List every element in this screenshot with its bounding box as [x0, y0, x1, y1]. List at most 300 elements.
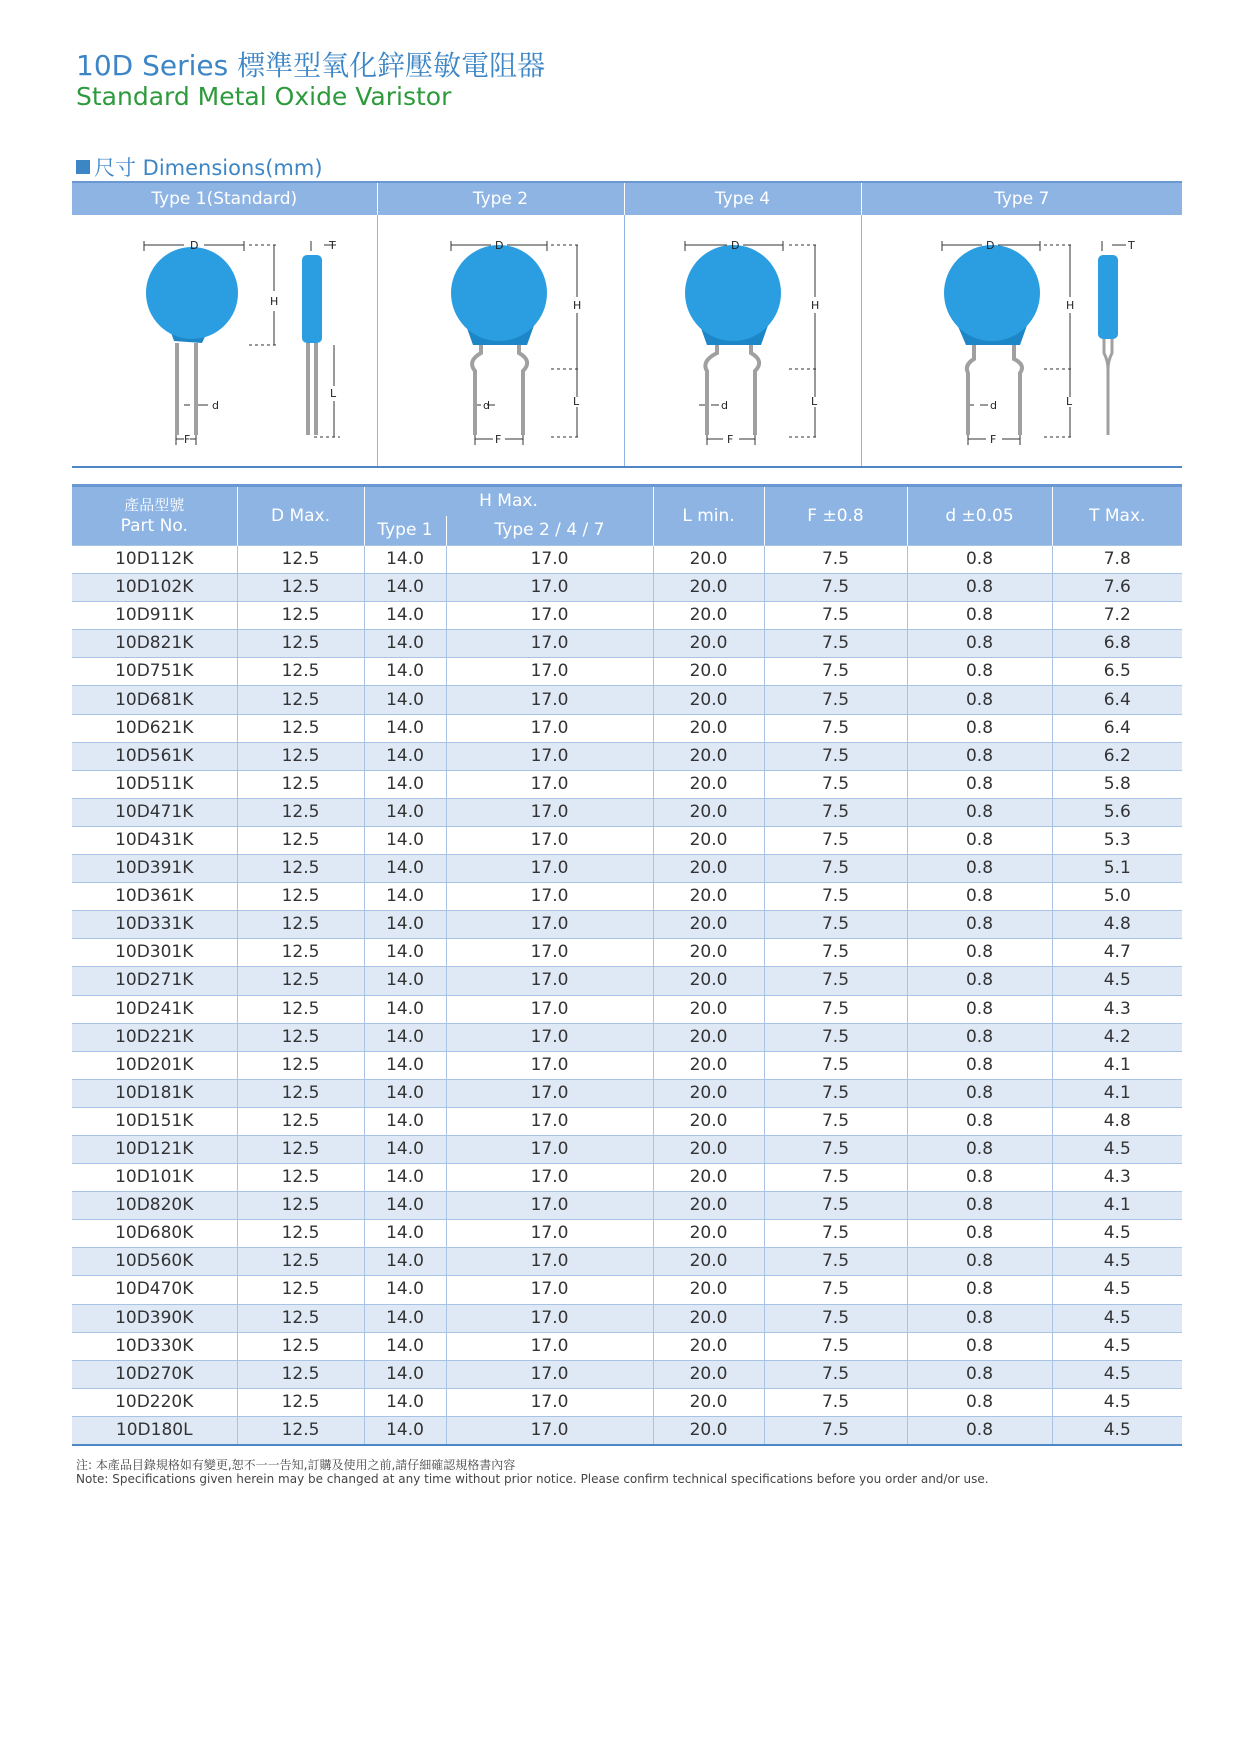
l-min-cell: 20.0: [653, 1192, 764, 1220]
f-cell: 7.5: [764, 1079, 907, 1107]
l-min-cell: 20.0: [653, 1164, 764, 1192]
l-min-cell: 20.0: [653, 686, 764, 714]
label-d: d: [720, 398, 728, 412]
lead-d-header: d ±0.05: [907, 486, 1052, 546]
l-min-cell: 20.0: [653, 1276, 764, 1304]
h-type1-cell: 14.0: [364, 967, 446, 995]
lead-d-cell: 0.8: [907, 1220, 1052, 1248]
t-max-cell: 4.3: [1052, 995, 1182, 1023]
f-cell: 7.5: [764, 658, 907, 686]
f-cell: 7.5: [764, 546, 907, 574]
table-row: [72, 714, 1182, 742]
lead-left: [705, 343, 717, 435]
h-type1-cell: 14.0: [364, 1079, 446, 1107]
h-type1-cell: 14.0: [364, 630, 446, 658]
t-max-cell: 4.5: [1052, 1220, 1182, 1248]
lead-d-cell: 0.8: [907, 1079, 1052, 1107]
h-type247-cell: 17.0: [446, 1023, 653, 1051]
l-min-cell: 20.0: [653, 883, 764, 911]
label-H: H: [810, 298, 819, 312]
lead-d-cell: 0.8: [907, 714, 1052, 742]
h-type1-cell: 14.0: [364, 1023, 446, 1051]
part-no-cell: 10D241K: [72, 995, 237, 1023]
f-cell: 7.5: [764, 714, 907, 742]
f-cell: 7.5: [764, 911, 907, 939]
l-min-cell: 20.0: [653, 967, 764, 995]
label-H: H: [270, 294, 279, 308]
label-d: d: [989, 398, 997, 412]
h-type247-cell: 17.0: [446, 574, 653, 602]
table-row: [72, 602, 1182, 630]
l-min-cell: 20.0: [653, 742, 764, 770]
t-max-cell: 4.5: [1052, 1248, 1182, 1276]
lead-d-cell: 0.8: [907, 574, 1052, 602]
part-no-cell: 10D911K: [72, 602, 237, 630]
h-type247-cell: 17.0: [446, 1276, 653, 1304]
lead-d-cell: 0.8: [907, 546, 1052, 574]
h-type247-cell: 17.0: [446, 826, 653, 854]
d-max-cell: 12.5: [237, 1023, 364, 1051]
label-D: D: [730, 238, 739, 252]
h-type1-cell: 14.0: [364, 826, 446, 854]
d-max-cell: 12.5: [237, 1164, 364, 1192]
f-cell: 7.5: [764, 1164, 907, 1192]
h-type1-cell: 14.0: [364, 770, 446, 798]
h-type1-cell: 14.0: [364, 1276, 446, 1304]
h-type247-cell: 17.0: [446, 855, 653, 883]
table-row: [72, 798, 1182, 826]
h-type1-cell: 14.0: [364, 1388, 446, 1416]
t-max-cell: 4.5: [1052, 1276, 1182, 1304]
table-row: [72, 967, 1182, 995]
d-max-cell: 12.5: [237, 939, 364, 967]
lead-d-cell: 0.8: [907, 883, 1052, 911]
table-row: [72, 1388, 1182, 1416]
l-min-cell: 20.0: [653, 1079, 764, 1107]
t-max-cell: 5.8: [1052, 770, 1182, 798]
part-no-cell: 10D221K: [72, 1023, 237, 1051]
part-no-cell: 10D751K: [72, 658, 237, 686]
t-max-cell: 5.0: [1052, 883, 1182, 911]
f-cell: 7.5: [764, 1304, 907, 1332]
lead-right: [519, 343, 527, 435]
part-no-cell: 10D681K: [72, 686, 237, 714]
footer-note: [76, 1458, 989, 1486]
f-cell: 7.5: [764, 602, 907, 630]
h-type1-cell: 14.0: [364, 1051, 446, 1079]
part-no-cell: 10D180L: [72, 1416, 237, 1445]
table-row: [72, 1023, 1182, 1051]
h-type247-cell: 17.0: [446, 602, 653, 630]
lead-d-cell: 0.8: [907, 1164, 1052, 1192]
table-row: [72, 770, 1182, 798]
f-cell: 7.5: [764, 995, 907, 1023]
d-max-cell: 12.5: [237, 1304, 364, 1332]
l-min-cell: 20.0: [653, 1220, 764, 1248]
h-type1-header: Type 1: [364, 516, 446, 546]
part-no-cell: 10D431K: [72, 826, 237, 854]
l-min-cell: 20.0: [653, 826, 764, 854]
t-max-cell: 6.4: [1052, 686, 1182, 714]
lead-d-cell: 0.8: [907, 686, 1052, 714]
lead-d-cell: 0.8: [907, 1360, 1052, 1388]
type-7-diagram-cell: [861, 215, 1182, 467]
part-no-cell: 10D621K: [72, 714, 237, 742]
table-row: [72, 546, 1182, 574]
table-row: [72, 1107, 1182, 1135]
part-no-cell: 10D391K: [72, 855, 237, 883]
f-cell: 7.5: [764, 1192, 907, 1220]
label-H: H: [1065, 298, 1075, 312]
d-max-cell: 12.5: [237, 798, 364, 826]
d-max-cell: 12.5: [237, 658, 364, 686]
type-4-header: Type 4: [624, 182, 861, 215]
t-max-cell: 6.2: [1052, 742, 1182, 770]
t-max-cell: 4.2: [1052, 1023, 1182, 1051]
part-no-cell: 10D331K: [72, 911, 237, 939]
d-max-cell: 12.5: [237, 1079, 364, 1107]
l-min-cell: 20.0: [653, 798, 764, 826]
d-max-cell: 12.5: [237, 742, 364, 770]
type-2-diagram-cell: [377, 215, 624, 467]
h-type1-cell: 14.0: [364, 939, 446, 967]
lead-d-cell: 0.8: [907, 911, 1052, 939]
part-no-cell: 10D470K: [72, 1276, 237, 1304]
l-min-cell: 20.0: [653, 1023, 764, 1051]
table-row: [72, 995, 1182, 1023]
l-min-cell: 20.0: [653, 1388, 764, 1416]
lead-d-cell: 0.8: [907, 1304, 1052, 1332]
label-L: L: [810, 394, 817, 408]
h-type247-cell: 17.0: [446, 1164, 653, 1192]
lead-d-cell: 0.8: [907, 602, 1052, 630]
label-H: H: [572, 298, 581, 312]
lead-d-cell: 0.8: [907, 1416, 1052, 1445]
l-min-cell: 20.0: [653, 1332, 764, 1360]
part-no-cell: 10D220K: [72, 1388, 237, 1416]
d-max-header: D Max.: [237, 486, 364, 546]
lead-d-cell: 0.8: [907, 1332, 1052, 1360]
part-no-cell: 10D101K: [72, 1164, 237, 1192]
table-row: [72, 742, 1182, 770]
square-bullet-icon: [76, 160, 90, 174]
d-max-cell: 12.5: [237, 770, 364, 798]
f-cell: 7.5: [764, 855, 907, 883]
d-max-cell: 12.5: [237, 1107, 364, 1135]
label-d: d: [212, 398, 220, 412]
part-no-cell: 10D271K: [72, 967, 237, 995]
f-cell: 7.5: [764, 1220, 907, 1248]
h-type247-cell: 17.0: [446, 939, 653, 967]
h-type1-cell: 14.0: [364, 1135, 446, 1163]
label-F: F: [494, 432, 501, 446]
d-max-cell: 12.5: [237, 1051, 364, 1079]
lead-left: [472, 343, 481, 435]
d-max-cell: 12.5: [237, 826, 364, 854]
label-d: d: [482, 398, 490, 412]
t-max-cell: 7.6: [1052, 574, 1182, 602]
table-row: [72, 1192, 1182, 1220]
d-max-cell: 12.5: [237, 1360, 364, 1388]
footer-note-cn: 注: 本產品目錄規格如有變更,恕不一一告知,訂購及使用之前,請仔細確認規格書內容: [76, 1458, 516, 1472]
part-no-cell: 10D821K: [72, 630, 237, 658]
table-row: [72, 1332, 1182, 1360]
table-row: [72, 1360, 1182, 1388]
footer-note-en: Note: Specifications given herein may be changed at any time without prior notice. Please confirm technical specifications before you order and/or use.: [76, 1472, 989, 1486]
t-max-cell: 4.5: [1052, 967, 1182, 995]
f-cell: 7.5: [764, 1332, 907, 1360]
lead-d-cell: 0.8: [907, 1051, 1052, 1079]
part-no-header: [72, 486, 237, 546]
label-D: D: [494, 238, 503, 252]
type-7-diagram: [902, 221, 1142, 461]
f-cell: 7.5: [764, 1107, 907, 1135]
lead-d-cell: 0.8: [907, 1107, 1052, 1135]
lead-d-cell: 0.8: [907, 855, 1052, 883]
h-type247-cell: 17.0: [446, 1388, 653, 1416]
l-min-cell: 20.0: [653, 574, 764, 602]
type-1-diagram: [104, 221, 344, 461]
part-no-cell: 10D270K: [72, 1360, 237, 1388]
l-min-cell: 20.0: [653, 855, 764, 883]
lead-d-cell: 0.8: [907, 1192, 1052, 1220]
section-heading: [76, 152, 323, 182]
h-type247-cell: 17.0: [446, 1416, 653, 1445]
section-title: 尺寸 Dimensions(mm): [94, 156, 323, 180]
h-type247-cell: 17.0: [446, 798, 653, 826]
d-max-cell: 12.5: [237, 911, 364, 939]
l-min-cell: 20.0: [653, 1360, 764, 1388]
l-min-cell: 20.0: [653, 1248, 764, 1276]
part-no-cell: 10D301K: [72, 939, 237, 967]
d-max-cell: 12.5: [237, 1220, 364, 1248]
varistor-side-view: [302, 255, 322, 343]
f-cell: 7.5: [764, 574, 907, 602]
t-max-cell: 6.5: [1052, 658, 1182, 686]
d-max-cell: 12.5: [237, 1332, 364, 1360]
type-4-diagram: [643, 221, 843, 461]
d-max-cell: 12.5: [237, 1248, 364, 1276]
part-no-cell: 10D102K: [72, 574, 237, 602]
page-title: 10D Series 標準型氧化鋅壓敏電阻器: [76, 49, 546, 82]
varistor-disc: [944, 245, 1040, 341]
table-row: [72, 826, 1182, 854]
h-type247-cell: 17.0: [446, 686, 653, 714]
part-no-cell: 10D121K: [72, 1135, 237, 1163]
table-row: [72, 1135, 1182, 1163]
d-max-cell: 12.5: [237, 883, 364, 911]
d-max-cell: 12.5: [237, 967, 364, 995]
t-max-cell: 4.5: [1052, 1332, 1182, 1360]
varistor-disc: [451, 245, 547, 341]
h-type247-cell: 17.0: [446, 1220, 653, 1248]
type-diagrams-table: [72, 181, 1182, 468]
h-type1-cell: 14.0: [364, 1220, 446, 1248]
part-no-cell: 10D820K: [72, 1192, 237, 1220]
lead-d-cell: 0.8: [907, 1248, 1052, 1276]
f-cell: 7.5: [764, 826, 907, 854]
lead-right: [1014, 343, 1022, 435]
h-max-header: H Max.: [364, 486, 653, 516]
l-min-cell: 20.0: [653, 770, 764, 798]
h-type1-cell: 14.0: [364, 686, 446, 714]
l-min-cell: 20.0: [653, 546, 764, 574]
table-row: [72, 1304, 1182, 1332]
part-no-cell: 10D561K: [72, 742, 237, 770]
lead-d-cell: 0.8: [907, 630, 1052, 658]
f-cell: 7.5: [764, 883, 907, 911]
t-max-cell: 5.1: [1052, 855, 1182, 883]
t-max-cell: 7.2: [1052, 602, 1182, 630]
f-cell: 7.5: [764, 1051, 907, 1079]
d-max-cell: 12.5: [237, 1135, 364, 1163]
t-max-cell: 5.6: [1052, 798, 1182, 826]
t-max-header: T Max.: [1052, 486, 1182, 546]
h-type1-cell: 14.0: [364, 658, 446, 686]
h-type1-cell: 14.0: [364, 574, 446, 602]
h-type1-cell: 14.0: [364, 1416, 446, 1445]
lead-d-cell: 0.8: [907, 770, 1052, 798]
h-type1-cell: 14.0: [364, 714, 446, 742]
part-no-cell: 10D511K: [72, 770, 237, 798]
part-no-cell: 10D181K: [72, 1079, 237, 1107]
f-cell: 7.5: [764, 939, 907, 967]
h-type247-cell: 17.0: [446, 546, 653, 574]
f-cell: 7.5: [764, 1416, 907, 1445]
label-D: D: [985, 238, 995, 252]
t-max-cell: 4.5: [1052, 1135, 1182, 1163]
h-type1-cell: 14.0: [364, 995, 446, 1023]
part-no-cell: 10D471K: [72, 798, 237, 826]
type-1-header: Type 1(Standard): [72, 182, 377, 215]
l-min-cell: 20.0: [653, 658, 764, 686]
page-subtitle: Standard Metal Oxide Varistor: [76, 82, 452, 111]
h-type1-cell: 14.0: [364, 1360, 446, 1388]
varistor-disc: [685, 245, 781, 341]
t-max-cell: 5.3: [1052, 826, 1182, 854]
varistor-side-view: [1098, 255, 1118, 339]
label-T: T: [1127, 238, 1135, 252]
t-max-cell: 4.5: [1052, 1416, 1182, 1445]
t-max-cell: 4.5: [1052, 1304, 1182, 1332]
t-max-cell: 4.5: [1052, 1388, 1182, 1416]
table-row: [72, 1248, 1182, 1276]
d-max-cell: 12.5: [237, 1276, 364, 1304]
f-cell: 7.5: [764, 1135, 907, 1163]
d-max-cell: 12.5: [237, 1388, 364, 1416]
f-cell: 7.5: [764, 686, 907, 714]
table-row: [72, 939, 1182, 967]
t-max-cell: 4.8: [1052, 1107, 1182, 1135]
h-type1-cell: 14.0: [364, 798, 446, 826]
lead-d-cell: 0.8: [907, 1135, 1052, 1163]
t-max-cell: 4.8: [1052, 911, 1182, 939]
label-T: T: [329, 238, 336, 252]
f-cell: 7.5: [764, 742, 907, 770]
part-no-cell: 10D680K: [72, 1220, 237, 1248]
dimensions-table-body: [72, 546, 1182, 1446]
lead-d-cell: 0.8: [907, 1276, 1052, 1304]
h-type1-cell: 14.0: [364, 1107, 446, 1135]
f-cell: 7.5: [764, 1360, 907, 1388]
f-header: F ±0.8: [764, 486, 907, 546]
h-type247-cell: 17.0: [446, 1248, 653, 1276]
h-type247-cell: 17.0: [446, 1192, 653, 1220]
table-row: [72, 1164, 1182, 1192]
part-no-cell: 10D201K: [72, 1051, 237, 1079]
d-max-cell: 12.5: [237, 574, 364, 602]
f-cell: 7.5: [764, 798, 907, 826]
h-type247-cell: 17.0: [446, 1135, 653, 1163]
h-type247-cell: 17.0: [446, 911, 653, 939]
h-type1-cell: 14.0: [364, 1332, 446, 1360]
label-L: L: [1065, 394, 1072, 408]
d-max-cell: 12.5: [237, 686, 364, 714]
h-type247-cell: 17.0: [446, 883, 653, 911]
l-min-cell: 20.0: [653, 995, 764, 1023]
type-4-diagram-cell: [624, 215, 861, 467]
l-min-header: L min.: [653, 486, 764, 546]
type-1-diagram-cell: [72, 215, 377, 467]
l-min-cell: 20.0: [653, 630, 764, 658]
table-row: [72, 855, 1182, 883]
label-L: L: [572, 394, 579, 408]
part-no-header-cn: 產品型號: [124, 496, 185, 514]
h-type247-cell: 17.0: [446, 1079, 653, 1107]
h-type1-cell: 14.0: [364, 911, 446, 939]
f-cell: 7.5: [764, 1276, 907, 1304]
h-type247-cell: 17.0: [446, 770, 653, 798]
h-type247-cell: 17.0: [446, 967, 653, 995]
d-max-cell: 12.5: [237, 630, 364, 658]
f-cell: 7.5: [764, 967, 907, 995]
lead-d-cell: 0.8: [907, 939, 1052, 967]
part-no-cell: 10D361K: [72, 883, 237, 911]
t-max-cell: 4.5: [1052, 1360, 1182, 1388]
h-type1-cell: 14.0: [364, 1248, 446, 1276]
type-7-header: Type 7: [861, 182, 1182, 215]
d-max-cell: 12.5: [237, 995, 364, 1023]
h-type247-cell: 17.0: [446, 1107, 653, 1135]
label-F: F: [184, 432, 191, 446]
table-row: [72, 630, 1182, 658]
type-2-header: Type 2: [377, 182, 624, 215]
h-type247-cell: 17.0: [446, 995, 653, 1023]
table-row: [72, 574, 1182, 602]
h-type1-cell: 14.0: [364, 883, 446, 911]
l-min-cell: 20.0: [653, 1135, 764, 1163]
part-no-cell: 10D560K: [72, 1248, 237, 1276]
h-type247-cell: 17.0: [446, 714, 653, 742]
l-min-cell: 20.0: [653, 1107, 764, 1135]
lead-d-cell: 0.8: [907, 742, 1052, 770]
l-min-cell: 20.0: [653, 911, 764, 939]
lead-left: [967, 343, 974, 435]
lead-d-cell: 0.8: [907, 1388, 1052, 1416]
label-F: F: [989, 432, 997, 446]
lead-left: [175, 343, 179, 435]
lead-d-cell: 0.8: [907, 826, 1052, 854]
h-type247-cell: 17.0: [446, 1051, 653, 1079]
h-type247-cell: 17.0: [446, 1304, 653, 1332]
t-max-cell: 7.8: [1052, 546, 1182, 574]
d-max-cell: 12.5: [237, 714, 364, 742]
part-no-header-en: Part No.: [120, 516, 188, 536]
h-type1-cell: 14.0: [364, 1164, 446, 1192]
h-type247-cell: 17.0: [446, 742, 653, 770]
l-min-cell: 20.0: [653, 1051, 764, 1079]
f-cell: 7.5: [764, 1023, 907, 1051]
